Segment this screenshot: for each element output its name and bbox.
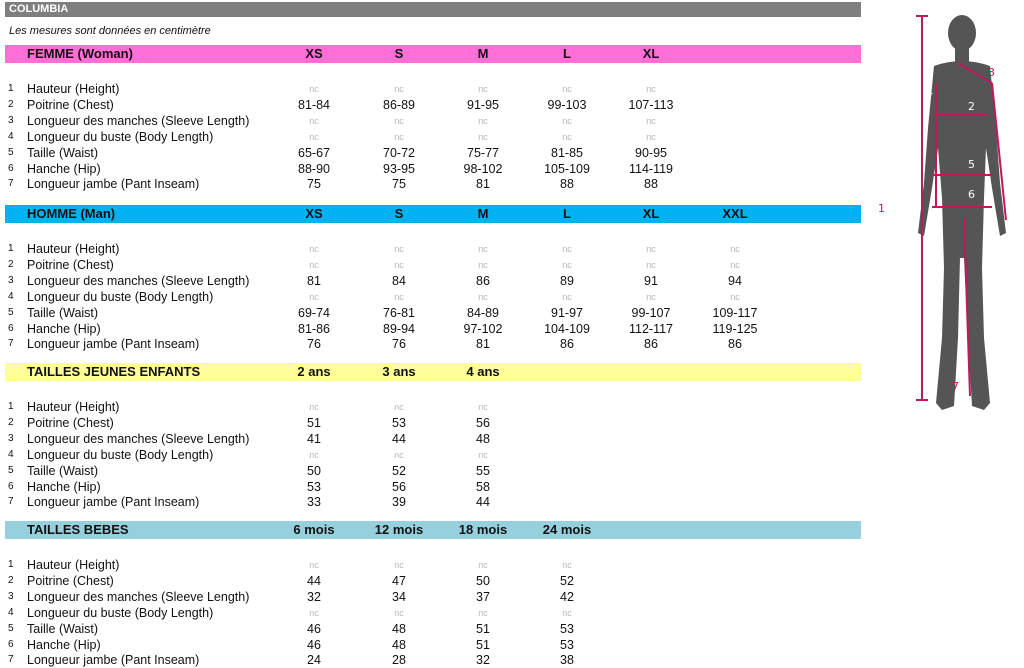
- row-label: Hauteur (Height): [27, 82, 120, 96]
- measurement-value: 53: [392, 415, 406, 430]
- row-number: 6: [8, 638, 14, 650]
- row-number: 4: [8, 606, 14, 618]
- measurement-value: 44: [392, 431, 406, 446]
- row-label: Longueur des manches (Sleeve Length): [27, 273, 250, 288]
- measurement-value: 52: [392, 463, 406, 478]
- row-number: 3: [8, 114, 14, 126]
- row-label: Poitrine (Chest): [27, 257, 114, 272]
- measurement-row: [0, 494, 860, 510]
- section-title: FEMME (Woman): [27, 46, 133, 61]
- measurement-value: nc: [394, 402, 404, 412]
- section-title: TAILLES BEBES: [27, 522, 129, 537]
- measurement-value: 47: [392, 573, 406, 588]
- measurement-row: [0, 463, 860, 479]
- measurement-row: [0, 605, 860, 621]
- figure-label-4: 4: [926, 86, 933, 99]
- measurement-value: nc: [309, 560, 319, 570]
- measurement-value: 38: [560, 653, 574, 668]
- figure-label-6: 6: [968, 188, 975, 201]
- measurement-value: nc: [478, 84, 488, 94]
- measurement-value: nc: [309, 291, 319, 302]
- size-column-header: XS: [305, 46, 323, 61]
- measurement-value: nc: [562, 131, 572, 142]
- figure-label-3: 3: [988, 66, 995, 79]
- measurement-value: nc: [562, 259, 572, 270]
- size-column-header: S: [394, 46, 404, 61]
- row-number: 7: [8, 178, 14, 190]
- measurement-value: 53: [560, 637, 574, 652]
- measurement-value: nc: [646, 115, 656, 126]
- size-column-header: S: [394, 206, 404, 221]
- measurement-value: nc: [309, 131, 319, 142]
- row-label: Longueur jambe (Pant Inseam): [27, 177, 200, 192]
- row-label: Hanche (Hip): [27, 479, 101, 494]
- measurement-value: 86-89: [383, 97, 415, 112]
- measurement-value: nc: [478, 607, 488, 618]
- measurement-value: 41: [307, 431, 321, 446]
- row-label: Hauteur (Height): [27, 242, 120, 256]
- measurement-value: 84: [392, 273, 406, 288]
- measurement-value: 76: [392, 337, 406, 352]
- size-column-header: L: [563, 206, 571, 221]
- measurement-value: 105-109: [544, 161, 590, 176]
- measurement-value: nc: [478, 259, 488, 270]
- row-number: 5: [8, 306, 14, 318]
- measurement-value: 46: [307, 621, 321, 636]
- row-label: Taille (Waist): [27, 305, 99, 320]
- measurement-value: 39: [392, 495, 406, 510]
- row-label: Longueur du buste (Body Length): [27, 289, 214, 304]
- body-measurement-figure: [872, 8, 1022, 423]
- measurement-value: 86: [560, 337, 574, 352]
- measurement-value: nc: [309, 84, 319, 94]
- row-number: 7: [8, 654, 14, 666]
- size-column-header: L: [563, 46, 571, 61]
- size-column-header: 6 mois: [293, 522, 335, 537]
- row-label: Longueur jambe (Pant Inseam): [27, 337, 200, 352]
- measurement-row: [0, 479, 860, 495]
- measurement-value: 94: [728, 273, 742, 288]
- measurement-value: 91-95: [467, 97, 499, 112]
- measurement-value: 51: [307, 415, 321, 430]
- measurement-value: nc: [394, 449, 404, 460]
- measurement-row: [0, 97, 860, 113]
- measurement-value: 97-102: [463, 321, 503, 336]
- measurement-value: 53: [560, 621, 574, 636]
- measurement-row: [0, 257, 860, 273]
- measurement-value: nc: [562, 291, 572, 302]
- measurement-value: nc: [309, 402, 319, 412]
- brand-header: COLUMBIA: [5, 2, 861, 17]
- measurement-value: nc: [730, 291, 740, 302]
- measurement-value: nc: [309, 607, 319, 618]
- figure-label-5: 5: [968, 158, 975, 171]
- measurement-value: nc: [478, 131, 488, 142]
- row-label: Longueur jambe (Pant Inseam): [27, 495, 200, 510]
- measurement-value: nc: [394, 84, 404, 94]
- section-header-bebes: [5, 521, 861, 539]
- measurement-value: 93-95: [383, 161, 415, 176]
- row-number: 2: [8, 574, 14, 586]
- measurement-value: 99-103: [547, 97, 587, 112]
- measurement-value: 81: [307, 273, 321, 288]
- measurement-value: nc: [309, 115, 319, 126]
- measurement-value: 107-113: [628, 97, 674, 112]
- row-label: Hauteur (Height): [27, 558, 120, 572]
- size-column-header: XL: [642, 206, 660, 221]
- measurement-value: nc: [394, 131, 404, 142]
- measurement-value: 69-74: [298, 305, 330, 320]
- measurement-value: nc: [394, 560, 404, 570]
- measurement-value: 89: [560, 273, 574, 288]
- row-number: 3: [8, 432, 14, 444]
- measurement-value: nc: [646, 259, 656, 270]
- row-number: 3: [8, 590, 14, 602]
- measurement-row: [0, 241, 860, 257]
- measurement-value: nc: [646, 291, 656, 302]
- row-number: 5: [8, 146, 14, 158]
- measurement-value: 114-119: [628, 161, 674, 176]
- measurement-value: nc: [394, 607, 404, 618]
- measurement-row: [0, 81, 860, 97]
- row-label: Hauteur (Height): [27, 400, 120, 414]
- measurement-value: 89-94: [383, 321, 415, 336]
- measurement-value: 88-90: [298, 161, 330, 176]
- measurement-row: [0, 557, 860, 573]
- measurement-value: 65-67: [298, 145, 330, 160]
- size-column-header: XL: [642, 46, 660, 61]
- row-label: Taille (Waist): [27, 621, 99, 636]
- row-label: Longueur des manches (Sleeve Length): [27, 113, 250, 128]
- measurement-row: [0, 145, 860, 161]
- row-label: Hanche (Hip): [27, 161, 101, 176]
- measurement-value: 51: [476, 637, 490, 652]
- row-number: 2: [8, 416, 14, 428]
- measurement-row: [0, 399, 860, 415]
- figure-label-7: 7: [952, 380, 959, 393]
- measurement-value: 32: [476, 653, 490, 668]
- size-column-header: XXL: [722, 206, 748, 221]
- measurement-value: 81-84: [298, 97, 330, 112]
- measurement-row: [0, 321, 860, 337]
- section-title: HOMME (Man): [27, 206, 116, 221]
- size-column-header: M: [477, 46, 489, 61]
- row-label: Poitrine (Chest): [27, 573, 114, 588]
- measurement-value: 33: [307, 495, 321, 510]
- measurement-value: 32: [307, 589, 321, 604]
- measurement-value: nc: [562, 560, 572, 570]
- row-number: 1: [8, 559, 14, 570]
- measurement-value: 99-107: [631, 305, 671, 320]
- measurement-value: 112-117: [628, 321, 674, 336]
- size-column-header: 24 mois: [542, 522, 592, 537]
- measurement-value: 48: [392, 621, 406, 636]
- measurement-value: nc: [730, 244, 740, 254]
- size-column-header: XS: [305, 206, 323, 221]
- row-label: Longueur du buste (Body Length): [27, 447, 214, 462]
- row-label: Hanche (Hip): [27, 321, 101, 336]
- measurement-value: nc: [646, 244, 656, 254]
- measurement-value: 24: [307, 653, 321, 668]
- measurement-row: [0, 589, 860, 605]
- measurement-value: nc: [646, 84, 656, 94]
- measurement-value: 52: [560, 573, 574, 588]
- row-label: Longueur des manches (Sleeve Length): [27, 431, 250, 446]
- measurement-value: 75: [307, 177, 321, 192]
- measurement-value: 46: [307, 637, 321, 652]
- measurement-value: 104-109: [544, 321, 590, 336]
- row-label: Poitrine (Chest): [27, 415, 114, 430]
- measurement-value: nc: [309, 244, 319, 254]
- row-number: 2: [8, 258, 14, 270]
- row-label: Taille (Waist): [27, 145, 99, 160]
- row-number: 1: [8, 83, 14, 94]
- measurement-value: nc: [562, 244, 572, 254]
- measurement-row: [0, 305, 860, 321]
- measurement-value: 88: [644, 177, 658, 192]
- measurement-value: 86: [728, 337, 742, 352]
- measurement-value: nc: [309, 449, 319, 460]
- measurement-row: [0, 637, 860, 653]
- size-column-header: M: [477, 206, 489, 221]
- measurement-value: nc: [478, 402, 488, 412]
- size-column-header: 4 ans: [466, 364, 500, 379]
- measurement-value: 91-97: [551, 305, 583, 320]
- row-number: 6: [8, 480, 14, 492]
- measurement-value: 81: [476, 177, 490, 192]
- measurement-value: nc: [478, 291, 488, 302]
- section-header-jeunes: [5, 363, 861, 381]
- row-number: 5: [8, 622, 14, 634]
- measurement-row: [0, 336, 860, 352]
- measurement-value: 55: [476, 463, 490, 478]
- row-number: 6: [8, 322, 14, 334]
- size-column-header: 18 mois: [458, 522, 508, 537]
- row-number: 6: [8, 162, 14, 174]
- measurement-row: [0, 415, 860, 431]
- measurement-value: 51: [476, 621, 490, 636]
- measurement-value: nc: [562, 115, 572, 126]
- measurement-value: 88: [560, 177, 574, 192]
- measurement-value: 119-125: [712, 321, 758, 336]
- measurement-value: 86: [476, 273, 490, 288]
- measurement-value: 56: [476, 415, 490, 430]
- row-number: 1: [8, 401, 14, 412]
- row-label: Longueur du buste (Body Length): [27, 605, 214, 620]
- size-column-header: 3 ans: [382, 364, 416, 379]
- measurement-value: nc: [394, 244, 404, 254]
- row-number: 2: [8, 98, 14, 110]
- measurement-value: 75-77: [467, 145, 499, 160]
- row-label: Poitrine (Chest): [27, 97, 114, 112]
- figure-label-1: 1: [878, 202, 885, 215]
- measurement-value: 37: [476, 589, 490, 604]
- measurement-value: 48: [392, 637, 406, 652]
- measurement-value: 53: [307, 479, 321, 494]
- measurement-value: nc: [478, 115, 488, 126]
- measurement-value: nc: [478, 449, 488, 460]
- row-label: Taille (Waist): [27, 463, 99, 478]
- measurement-note: Les mesures sont données en centimètre: [9, 25, 211, 37]
- measurement-value: 98-102: [463, 161, 503, 176]
- row-label: Longueur des manches (Sleeve Length): [27, 589, 250, 604]
- size-column-header: 12 mois: [374, 522, 424, 537]
- measurement-row: [0, 129, 860, 145]
- figure-label-2: 2: [968, 100, 975, 113]
- measurement-value: nc: [562, 84, 572, 94]
- measurement-value: nc: [646, 131, 656, 142]
- section-header-femme: [5, 45, 861, 63]
- measurement-value: 81-85: [551, 145, 583, 160]
- row-label: Longueur jambe (Pant Inseam): [27, 653, 200, 668]
- measurement-value: nc: [730, 259, 740, 270]
- measurement-value: 50: [307, 463, 321, 478]
- measurement-value: 81: [476, 337, 490, 352]
- row-number: 4: [8, 130, 14, 142]
- measurement-value: nc: [478, 244, 488, 254]
- measurement-value: 56: [392, 479, 406, 494]
- row-number: 4: [8, 290, 14, 302]
- measurement-value: 90-95: [635, 145, 667, 160]
- measurement-value: 91: [644, 273, 658, 288]
- measurement-value: 86: [644, 337, 658, 352]
- measurement-value: nc: [562, 607, 572, 618]
- measurement-value: 75: [392, 177, 406, 192]
- row-number: 4: [8, 448, 14, 460]
- measurement-value: 42: [560, 589, 574, 604]
- row-number: 7: [8, 338, 14, 350]
- measurement-value: 70-72: [383, 145, 415, 160]
- measurement-value: nc: [394, 259, 404, 270]
- section-title: TAILLES JEUNES ENFANTS: [27, 364, 201, 379]
- measurement-value: nc: [394, 291, 404, 302]
- measurement-value: 44: [307, 573, 321, 588]
- measurement-row: [0, 273, 860, 289]
- measurement-row: [0, 161, 860, 177]
- measurement-row: [0, 447, 860, 463]
- row-number: 1: [8, 243, 14, 254]
- measurement-value: 109-117: [712, 305, 758, 320]
- measurement-value: 50: [476, 573, 490, 588]
- measurement-value: 34: [392, 589, 406, 604]
- measurement-value: nc: [478, 560, 488, 570]
- measurement-row: [0, 176, 860, 192]
- measurement-row: [0, 289, 860, 305]
- measurement-value: 76-81: [383, 305, 415, 320]
- size-column-header: 2 ans: [297, 364, 331, 379]
- row-number: 5: [8, 464, 14, 476]
- measurement-value: 44: [476, 495, 490, 510]
- row-label: Hanche (Hip): [27, 637, 101, 652]
- measurement-value: 76: [307, 337, 321, 352]
- measurement-value: 48: [476, 431, 490, 446]
- measurement-value: nc: [394, 115, 404, 126]
- row-number: 7: [8, 496, 14, 508]
- measurement-row: [0, 431, 860, 447]
- measurement-row: [0, 113, 860, 129]
- section-header-homme: [5, 205, 861, 223]
- measurement-value: 28: [392, 653, 406, 668]
- measurement-row: [0, 652, 860, 668]
- measurement-value: nc: [309, 259, 319, 270]
- measurement-value: 58: [476, 479, 490, 494]
- row-label: Longueur du buste (Body Length): [27, 129, 214, 144]
- measurement-value: 84-89: [467, 305, 499, 320]
- measurement-row: [0, 573, 860, 589]
- measurement-value: 81-86: [298, 321, 330, 336]
- measurement-row: [0, 621, 860, 637]
- row-number: 3: [8, 274, 14, 286]
